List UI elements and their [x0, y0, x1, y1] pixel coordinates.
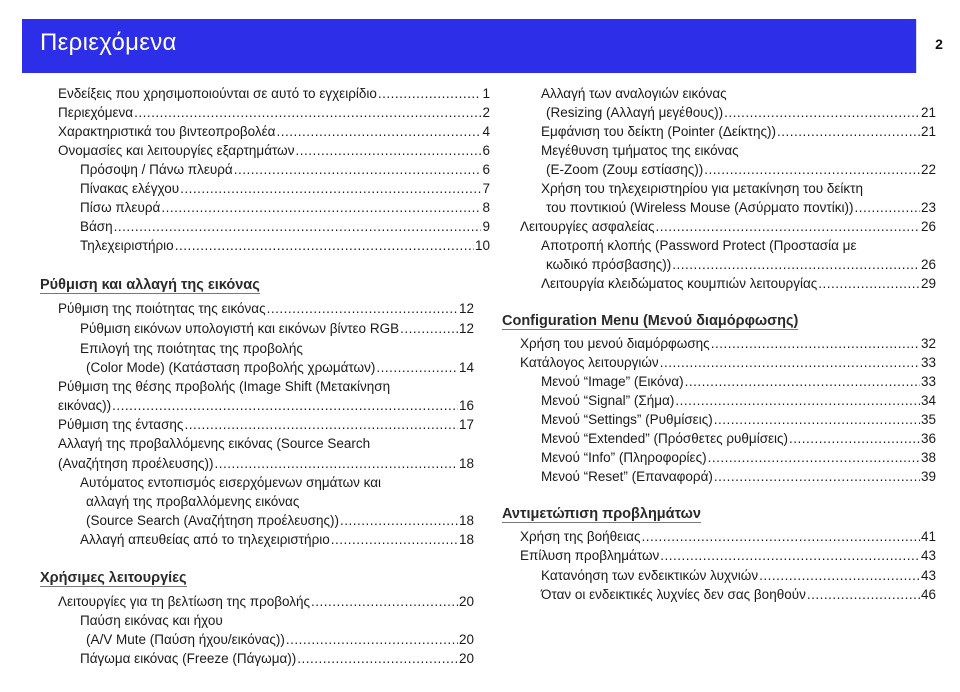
toc-entry[interactable]: Μενού “Signal” (Σήμα) ..... 34	[541, 392, 936, 410]
toc-entry[interactable]: αλλαγή της προβαλλόμενης εικόνας	[86, 494, 300, 509]
toc-entry[interactable]: Λειτουργίες για τη βελτίωση της προβολής ..... 20	[58, 593, 474, 611]
toc-entry[interactable]: Όταν οι ενδεικτικές λυχνίες δεν σας βοηθούν ..... 46	[541, 586, 936, 604]
toc-entry[interactable]: Λειτουργίες ασφαλείας ..... 26	[520, 218, 936, 236]
page-number: 2	[935, 36, 943, 52]
toc-entry[interactable]: Περιεχόμενα ..... 2	[58, 104, 490, 122]
toc-entry[interactable]: Εμφάνιση του δείκτη (Pointer (Δείκτης)) ..... 21	[541, 123, 936, 141]
toc-entry[interactable]: Τηλεχειριστήριο ..... 10	[80, 237, 490, 255]
toc-entry[interactable]: Πίνακας ελέγχου ..... 7	[80, 180, 490, 198]
section-heading: Αντιμετώπιση προβλημάτων	[502, 506, 701, 522]
toc-entry[interactable]: Βάση ..... 9	[80, 218, 490, 236]
toc-entry[interactable]: Μενού “Info” (Πληροφορίες) ..... 38	[541, 449, 936, 467]
toc-entry[interactable]: Ονομασίες και λειτουργίες εξαρτημάτων ..... 6	[58, 142, 490, 160]
toc-entry[interactable]: (Color Mode) (Κατάσταση προβολής χρωμάτων) ..... 14	[86, 359, 474, 377]
toc-entry[interactable]: Παύση εικόνας και ήχου	[80, 613, 223, 628]
toc-entry[interactable]: Κατανόηση των ενδεικτικών λυχνιών ..... 43	[541, 567, 936, 585]
toc-entry[interactable]: Ρύθμιση της ποιότητας της εικόνας ..... 12	[58, 300, 474, 318]
toc-entry[interactable]: Χαρακτηριστικά του βιντεοπροβολέα ..... 4	[58, 123, 490, 141]
toc-entry[interactable]: Μενού “Reset” (Επαναφορά) ..... 39	[541, 468, 936, 486]
toc-entry[interactable]: Αλλαγή απευθείας από το τηλεχειριστήριο ..... 18	[80, 531, 474, 549]
toc-entry[interactable]: Μενού “Settings” (Ρυθμίσεις) ..... 35	[541, 411, 936, 429]
toc-entry[interactable]: Αυτόματος εντοπισμός εισερχόμενων σημάτων και	[80, 475, 381, 490]
toc-entry[interactable]: Αποτροπή κλοπής (Password Protect (Προστασία με	[541, 238, 857, 253]
toc-entry[interactable]: Επιλογή της ποιότητας της προβολής	[80, 341, 303, 356]
toc-entry[interactable]: εικόνας)) ..... 16	[58, 397, 474, 415]
toc-entry[interactable]: Ενδείξεις που χρησιμοποιούνται σε αυτό το εγχειρίδιο ..... 1	[58, 85, 490, 103]
toc-entry[interactable]: κωδικό πρόσβασης)) ..... 26	[546, 256, 936, 274]
toc-entry[interactable]: Επίλυση προβλημάτων ..... 43	[520, 547, 936, 565]
toc-entry[interactable]: Αλλαγή της προβαλλόμενης εικόνας (Source Search	[58, 436, 371, 451]
toc-entry[interactable]: του ποντικιού (Wireless Mouse (Ασύρματο ποντίκι)) ..... 23	[546, 199, 936, 217]
toc-entry[interactable]: Πάγωμα εικόνας (Freeze (Πάγωμα)) ..... 20	[80, 650, 474, 668]
toc-entry[interactable]: Μεγέθυνση τμήματος της εικόνας	[541, 143, 739, 158]
toc-entry[interactable]: Χρήση του τηλεχειριστηρίου για μετακίνηση του δείκτη	[541, 181, 864, 196]
page-number-box	[916, 19, 960, 73]
toc-entry[interactable]: Αλλαγή των αναλογιών εικόνας	[541, 86, 727, 101]
toc-entry[interactable]: Χρήση της βοήθειας ..... 41	[520, 528, 936, 546]
page-title: Περιεχόμενα	[40, 29, 177, 56]
toc-entry[interactable]: (Resizing (Αλλαγή μεγέθους)) ..... 21	[546, 104, 936, 122]
section-heading: Ρύθμιση και αλλαγή της εικόνας	[40, 277, 260, 293]
section-heading: Configuration Menu (Μενού διαμόρφωσης)	[502, 313, 799, 329]
toc-entry[interactable]: (E-Zoom (Ζουμ εστίασης)) ..... 22	[546, 161, 936, 179]
toc-entry[interactable]: Λειτουργία κλειδώματος κουμπιών λειτουργίας ..... 29	[541, 275, 936, 293]
section-heading: Χρήσιμες λειτουργίες	[40, 570, 187, 586]
toc-entry[interactable]: Ρύθμιση της έντασης ..... 17	[58, 416, 474, 434]
toc-entry[interactable]: (A/V Mute (Παύση ήχου/εικόνας)) ..... 20	[86, 631, 474, 649]
toc-entry[interactable]: Ρύθμιση εικόνων υπολογιστή και εικόνων βίντεο RGB ..... 12	[80, 320, 474, 338]
toc-entry[interactable]: (Source Search (Αναζήτηση προέλευσης)) ..... 18	[86, 512, 474, 530]
page-header	[22, 19, 916, 73]
toc-entry[interactable]: (Αναζήτηση προέλευσης)) ..... 18	[58, 455, 474, 473]
toc-entry[interactable]: Κατάλογος λειτουργιών ..... 33	[520, 354, 936, 372]
toc-entry[interactable]: Πίσω πλευρά ..... 8	[80, 199, 490, 217]
toc-entry[interactable]: Πρόσοψη / Πάνω πλευρά ..... 6	[80, 161, 490, 179]
toc-entry[interactable]: Ρύθμιση της θέσης προβολής (Image Shift (Μετακίνηση	[58, 379, 391, 394]
toc-entry[interactable]: Μενού “Extended” (Πρόσθετες ρυθμίσεις) ..... 36	[541, 430, 936, 448]
toc-entry[interactable]: Χρήση του μενού διαμόρφωσης ..... 32	[520, 335, 936, 353]
toc-entry[interactable]: Μενού “Image” (Εικόνα) ..... 33	[541, 373, 936, 391]
